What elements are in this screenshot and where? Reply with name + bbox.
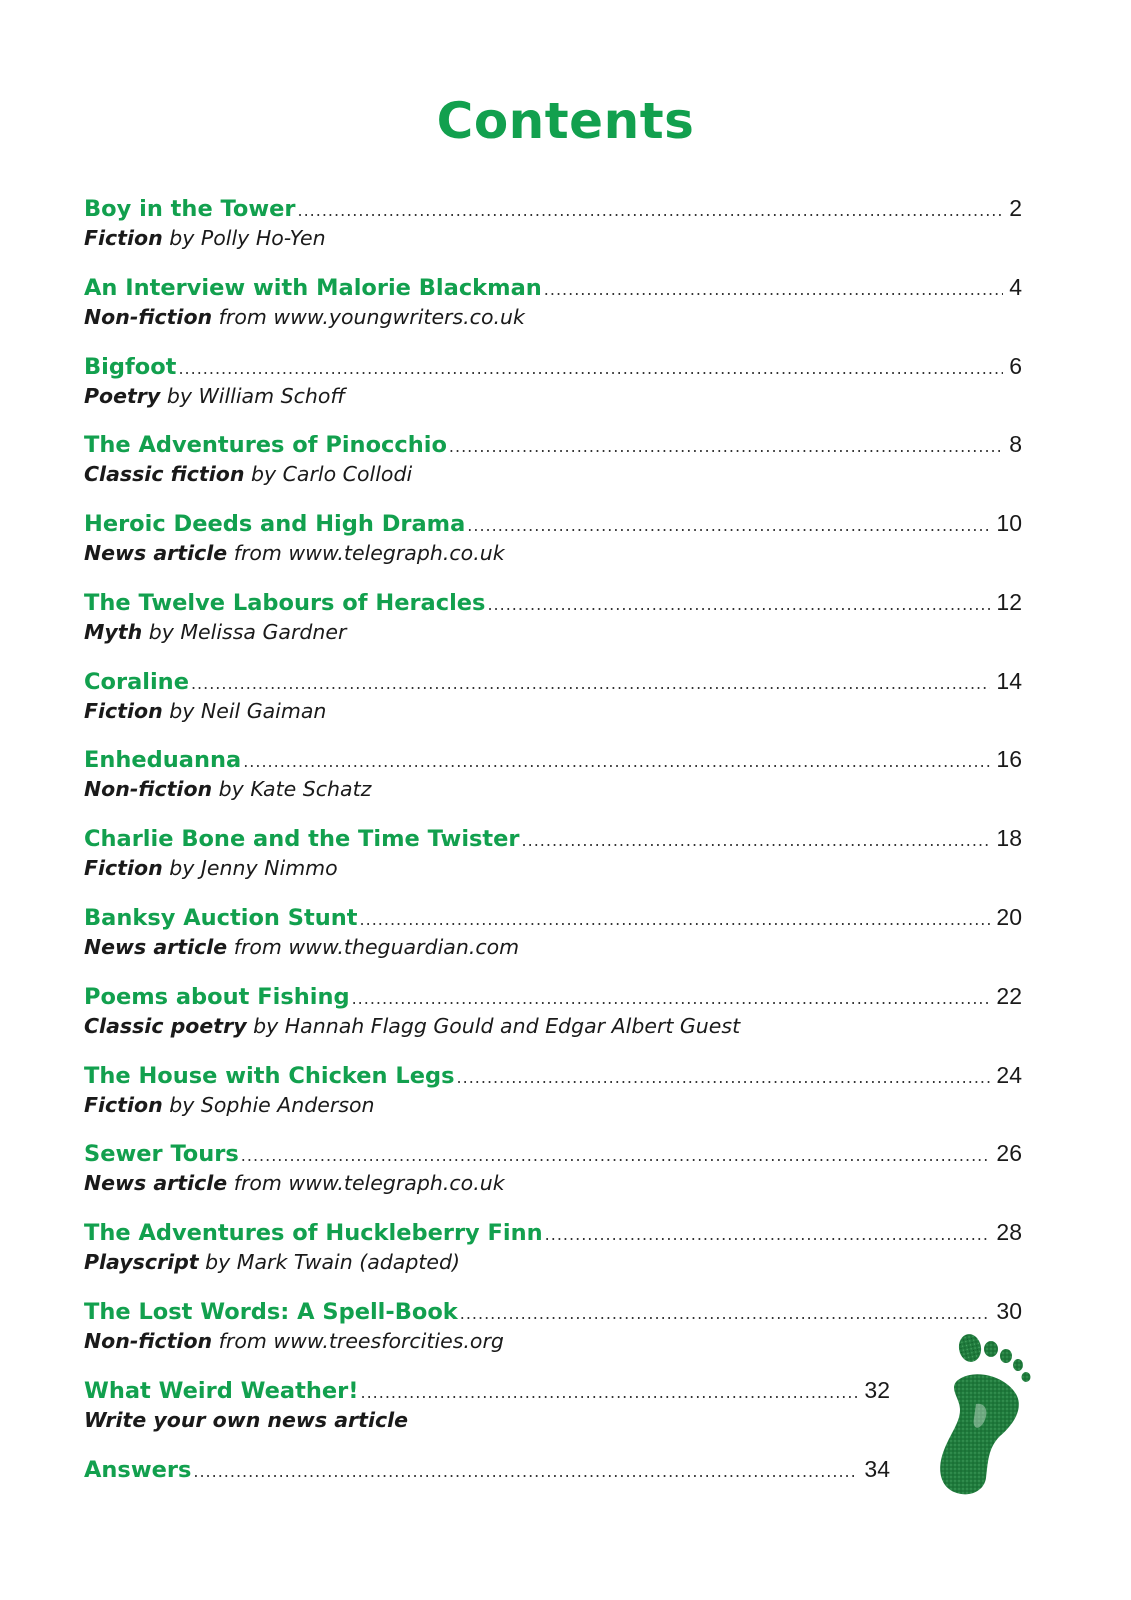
toc-entry-huckleberry-finn[interactable] xyxy=(84,1219,1022,1289)
toc-entry-banksy[interactable] xyxy=(84,904,1022,974)
dot-leader xyxy=(360,910,991,929)
toc-entry-lost-words[interactable] xyxy=(84,1298,1022,1368)
credit-label: from www.treesforcities.org xyxy=(218,1329,504,1353)
page-number: 12 xyxy=(996,589,1022,615)
credit-label: by Neil Gaiman xyxy=(169,699,327,723)
toc-entry-subtitle xyxy=(84,777,1022,801)
credit-label: by Sophie Anderson xyxy=(169,1093,375,1117)
toc-entry-interview-malorie-blackman[interactable] xyxy=(84,274,1022,344)
page-number: 18 xyxy=(996,825,1022,851)
genre-label: Fiction xyxy=(84,226,163,250)
genre-label: Classic poetry xyxy=(84,1014,247,1038)
page-number: 8 xyxy=(1009,431,1022,457)
toc-entry-title[interactable]: Boy in the Tower xyxy=(84,196,296,222)
toc-entry-title[interactable]: Banksy Auction Stunt xyxy=(84,905,358,931)
toc-entry-subtitle xyxy=(84,1014,1022,1038)
dot-leader xyxy=(298,201,1004,220)
toc-entry-title[interactable]: Sewer Tours xyxy=(84,1141,239,1167)
toc-entry-subtitle xyxy=(84,935,1022,959)
toc-entry-twelve-labours[interactable] xyxy=(84,589,1022,659)
toc-entry-pinocchio[interactable] xyxy=(84,431,1022,501)
genre-label: Myth xyxy=(84,620,143,644)
toc-entry-subtitle xyxy=(84,541,1022,565)
genre-label: Non-fiction xyxy=(84,1329,213,1353)
toc-entry-title[interactable]: Heroic Deeds and High Drama xyxy=(84,511,466,537)
page-number: 20 xyxy=(996,904,1022,930)
genre-label: Non-fiction xyxy=(84,305,213,329)
toc-entry-title[interactable]: Enheduanna xyxy=(84,747,242,773)
page-number: 34 xyxy=(864,1456,890,1482)
genre-label: News article xyxy=(84,541,228,565)
genre-label: Fiction xyxy=(84,856,163,880)
dot-leader xyxy=(243,752,990,771)
toc-entry-sewer-tours[interactable] xyxy=(84,1140,1022,1210)
dot-leader xyxy=(487,595,990,614)
toc-entry-title[interactable]: Coraline xyxy=(84,669,189,695)
dot-leader xyxy=(460,1304,991,1323)
credit-label: by Polly Ho-Yen xyxy=(169,226,326,250)
toc-entry-poems-fishing[interactable] xyxy=(84,983,1022,1053)
page-number: 16 xyxy=(996,746,1022,772)
toc-entry-coraline[interactable] xyxy=(84,668,1022,738)
toc-entry-subtitle xyxy=(84,1408,890,1432)
toc-entry-boy-in-the-tower[interactable] xyxy=(84,195,1022,265)
toc-entry-subtitle xyxy=(84,226,1022,250)
genre-label: Fiction xyxy=(84,1093,163,1117)
toc-entry-bigfoot[interactable] xyxy=(84,353,1022,423)
credit-label: by Jenny Nimmo xyxy=(169,856,338,880)
dot-leader xyxy=(191,674,990,693)
toc-entry-title[interactable]: Charlie Bone and the Time Twister xyxy=(84,826,520,852)
credit-label: by Melissa Gardner xyxy=(148,620,347,644)
genre-label: Write your own news article xyxy=(84,1408,409,1432)
dot-leader xyxy=(241,1146,991,1165)
genre-label: Poetry xyxy=(84,384,161,408)
toc-entry-title[interactable]: Poems about Fishing xyxy=(84,984,350,1010)
dot-leader xyxy=(457,1068,991,1087)
toc-entry-enheduanna[interactable] xyxy=(84,746,1022,816)
dot-leader xyxy=(360,1383,858,1402)
dot-leader xyxy=(352,989,991,1008)
toc-entry-title[interactable]: An Interview with Malorie Blackman xyxy=(84,275,542,301)
dot-leader xyxy=(544,280,1003,299)
page-number: 32 xyxy=(864,1377,890,1403)
credit-label: from www.telegraph.co.uk xyxy=(233,541,505,565)
toc-entry-subtitle xyxy=(84,1329,1022,1353)
page-number: 28 xyxy=(996,1219,1022,1245)
genre-label: Fiction xyxy=(84,699,163,723)
page-number: 4 xyxy=(1009,274,1022,300)
toc-entry-charlie-bone[interactable] xyxy=(84,825,1022,895)
toc-entry-title[interactable]: The Lost Words: A Spell-Book xyxy=(84,1299,458,1325)
credit-label: from www.theguardian.com xyxy=(233,935,520,959)
page-number: 6 xyxy=(1009,353,1022,379)
page-number: 22 xyxy=(996,983,1022,1009)
toc-entry-title[interactable]: Bigfoot xyxy=(84,354,177,380)
credit-label: by Hannah Flagg Gould and Edgar Albert Guest xyxy=(253,1014,741,1038)
toc-entry-title[interactable]: What Weird Weather! xyxy=(84,1378,359,1404)
page-number: 24 xyxy=(996,1062,1022,1088)
genre-label: News article xyxy=(84,1171,228,1195)
dot-leader xyxy=(193,1462,858,1481)
toc-entry-heroic-deeds[interactable] xyxy=(84,510,1022,580)
dot-leader xyxy=(178,359,1003,378)
page-title: Contents xyxy=(436,92,695,150)
toc-entry-subtitle xyxy=(84,1093,1022,1117)
toc-entry-title[interactable]: The Twelve Labours of Heracles xyxy=(84,590,486,616)
dot-leader xyxy=(545,1225,991,1244)
toc-entry-subtitle xyxy=(84,620,1022,644)
toc-entry-weird-weather[interactable] xyxy=(84,1377,890,1447)
credit-label: by William Schoff xyxy=(166,384,346,408)
credit-label: by Kate Schatz xyxy=(218,777,372,801)
dot-leader xyxy=(467,516,990,535)
toc-entry-title[interactable]: The Adventures of Huckleberry Finn xyxy=(84,1220,543,1246)
toc-entry-answers[interactable] xyxy=(84,1456,890,1526)
toc-entry-subtitle xyxy=(84,305,1022,329)
genre-label: Classic fiction xyxy=(84,462,245,486)
toc-entry-subtitle xyxy=(84,856,1022,880)
credit-label: by Mark Twain (adapted) xyxy=(205,1250,461,1274)
toc-entry-title[interactable]: The House with Chicken Legs xyxy=(84,1063,455,1089)
toc-entry-title[interactable]: Answers xyxy=(84,1457,192,1483)
credit-label: from www.telegraph.co.uk xyxy=(233,1171,505,1195)
dot-leader xyxy=(449,437,1003,456)
genre-label: Playscript xyxy=(84,1250,199,1274)
toc-entry-subtitle xyxy=(84,1171,1022,1195)
credit-label: from www.youngwriters.co.uk xyxy=(218,305,525,329)
page-number: 30 xyxy=(996,1298,1022,1324)
credit-label: by Carlo Collodi xyxy=(250,462,413,486)
genre-label: News article xyxy=(84,935,228,959)
toc-entry-house-chicken-legs[interactable] xyxy=(84,1062,1022,1132)
page-number: 14 xyxy=(996,668,1022,694)
page-number: 2 xyxy=(1009,195,1022,221)
toc-entry-subtitle xyxy=(84,1250,1022,1274)
dot-leader xyxy=(522,831,991,850)
footprint-icon xyxy=(930,1332,1040,1498)
toc-entry-subtitle xyxy=(84,462,1022,486)
toc-entry-subtitle xyxy=(84,384,1022,408)
toc-entry-subtitle xyxy=(84,699,1022,723)
toc-entry-title[interactable]: The Adventures of Pinocchio xyxy=(84,432,447,458)
page-number: 26 xyxy=(996,1140,1022,1166)
genre-label: Non-fiction xyxy=(84,777,213,801)
page-number: 10 xyxy=(996,510,1022,536)
